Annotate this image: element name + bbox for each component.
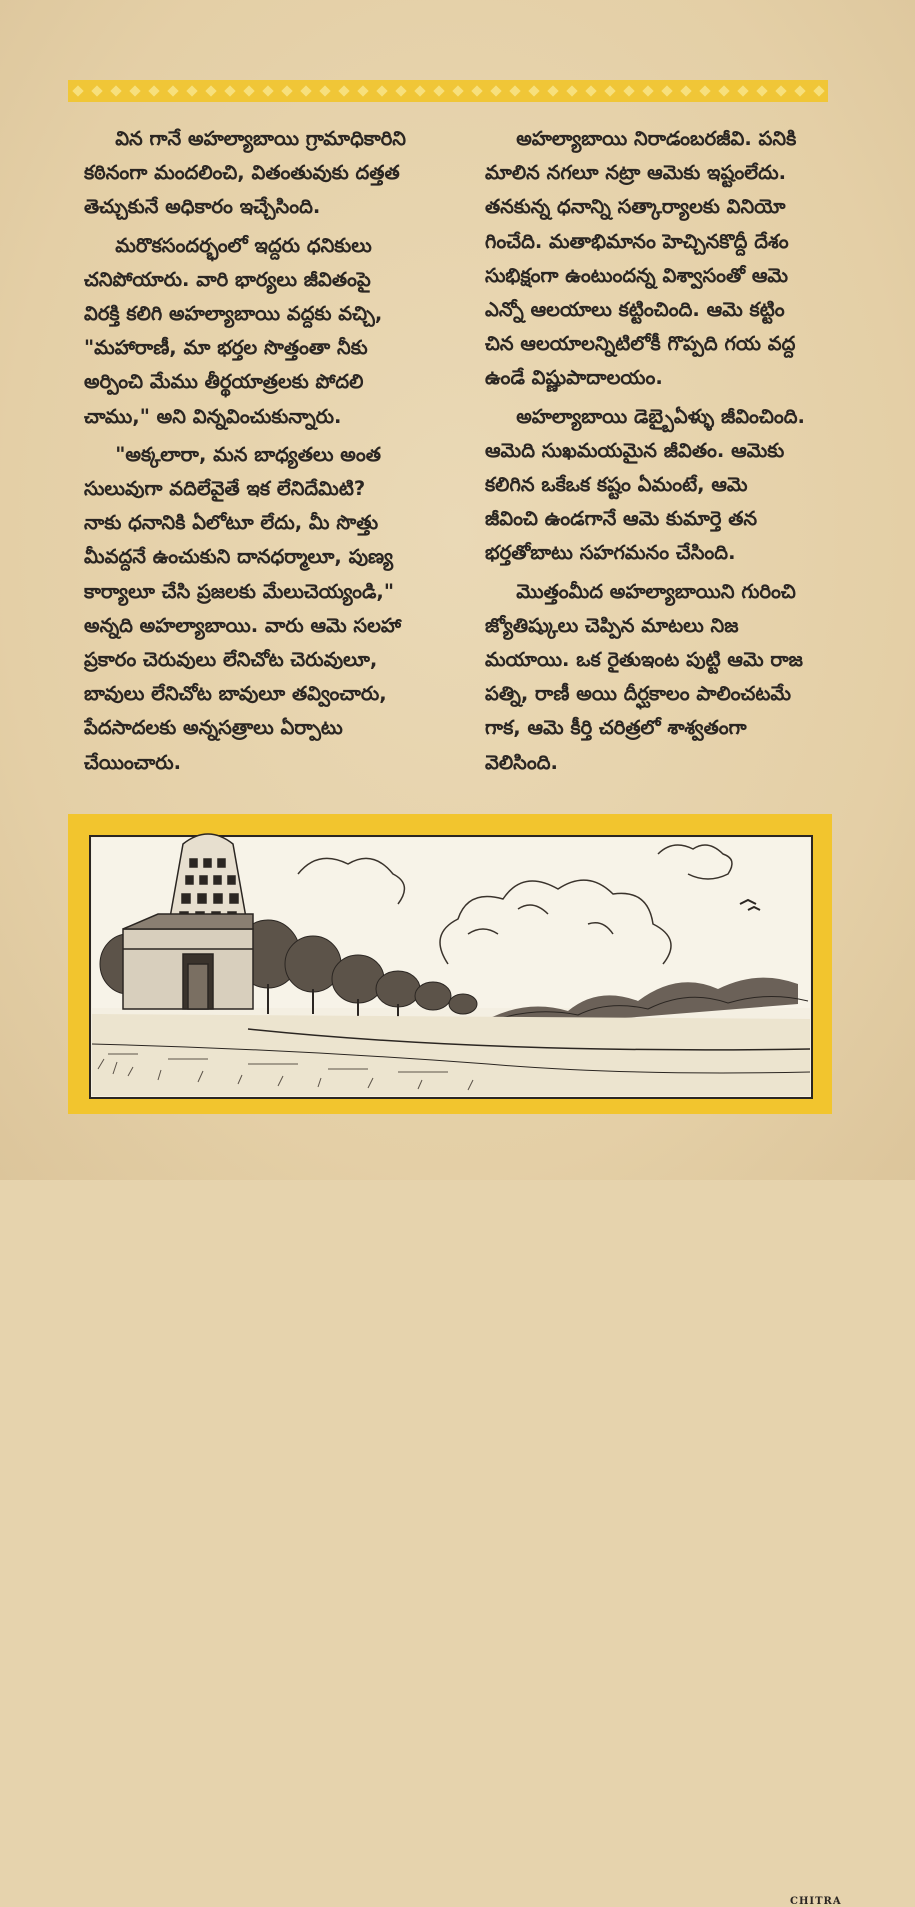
border-diamond xyxy=(452,85,463,96)
border-diamond xyxy=(376,85,387,96)
left-text-column xyxy=(84,122,440,784)
right-column-text-line: జీవించి ఉండగానే ఆమె కుమార్తె తన xyxy=(485,507,758,531)
right-column-text-line: గించేది. మతాభిమానం హెచ్చినకొద్దీ దేశం xyxy=(485,229,789,253)
left-column-text-line: పేదసాదలకు అన్నసత్రాలు ఏర్పాటు xyxy=(84,716,343,740)
border-diamond xyxy=(300,85,311,96)
border-diamond xyxy=(471,85,482,96)
border-diamond xyxy=(718,85,729,96)
border-diamond xyxy=(642,85,653,96)
border-diamond xyxy=(566,85,577,96)
right-column-text-line: ఆమెది సుఖమయమైన జీవితం. ఆమెకు xyxy=(485,438,785,462)
border-diamond xyxy=(129,85,140,96)
left-column-text-line: చాము," అని విన్నవించుకున్నారు. xyxy=(84,404,342,428)
left-column-text-line: మీవద్దనే ఉంచుకుని దానధర్మాలూ, పుణ్య xyxy=(84,545,394,569)
left-column-text-line: చనిపోయారు. వారి భార్యలు జీవితంపై xyxy=(84,267,371,291)
border-diamond xyxy=(319,85,330,96)
right-column-text-line: ఉండే విష్ణుపాదాలయం. xyxy=(485,366,663,390)
border-diamond xyxy=(490,85,501,96)
illustration-drawing xyxy=(68,814,832,1114)
left-column-paragraph xyxy=(84,122,440,225)
border-diamond xyxy=(661,85,672,96)
right-column-text-line: సుభిక్షంగా ఉంటుందన్న విశ్వాసంతో ఆమె xyxy=(485,263,789,287)
border-diamond xyxy=(262,85,273,96)
right-column-text-line: వెలిసింది. xyxy=(485,750,558,774)
border-diamond xyxy=(414,85,425,96)
border-diamond xyxy=(433,85,444,96)
right-column-text-line: తనకున్న ధనాన్ని సత్కార్యాలకు వినియో xyxy=(485,195,786,219)
border-diamond xyxy=(699,85,710,96)
border-diamond xyxy=(756,85,767,96)
left-column-text-line: ప్రకారం చెరువులు లేనిచోట చెరువులూ, xyxy=(84,648,378,672)
right-column-text-line: కలిగిన ఒకేఒక కష్టం ఏమంటే, ఆమె xyxy=(485,473,748,497)
right-column-text-line: పత్ని, రాణీ అయి దీర్ఘకాలం పాలించటమే xyxy=(485,682,792,706)
left-column-text-line: విన గానే అహల్యాబాయి గ్రామాధికారిని xyxy=(115,127,406,150)
border-diamond xyxy=(585,85,596,96)
border-diamond xyxy=(205,85,216,96)
border-diamond xyxy=(243,85,254,96)
left-column-text-line: చేయించారు. xyxy=(84,750,182,774)
right-column-text-line: మాలిన నగలూ నట్రా ఆమెకు ఇష్టంలేదు. xyxy=(485,161,787,185)
border-diamond xyxy=(357,85,368,96)
right-column-text-line: అహల్యాబాయి డెబ్బైఏళ్ళు జీవించింది. xyxy=(516,404,805,428)
artist-signature: CHITRA xyxy=(790,1896,842,1907)
border-diamond xyxy=(813,85,824,96)
border-diamond xyxy=(72,85,83,96)
border-diamond xyxy=(794,85,805,96)
border-diamond xyxy=(110,85,121,96)
border-diamond xyxy=(338,85,349,96)
left-column-text-line: అర్పించి మేము తీర్థయాత్రలకు పోదలి xyxy=(84,370,364,394)
border-diamond xyxy=(167,85,178,96)
right-column-paragraph xyxy=(485,400,835,571)
right-column-text-line: చిన ఆలయాలన్నిటిలోకీ గొప్పది గయ వద్ద xyxy=(485,332,796,356)
border-diamond xyxy=(395,85,406,96)
right-column-paragraph xyxy=(485,122,835,396)
right-column-text-line: భర్తతోబాటు సహగమనం చేసింది. xyxy=(485,541,736,565)
left-column-text-line: విరక్తి కలిగి అహల్యాబాయి వద్దకు వచ్చి, xyxy=(84,302,383,326)
border-diamond xyxy=(680,85,691,96)
left-column-text-line: "అక్కలారా, మన బాధ్యతలు అంత xyxy=(115,442,381,466)
border-diamond xyxy=(91,85,102,96)
border-diamond xyxy=(148,85,159,96)
left-column-text-line: అన్నది అహల్యాబాయి. వారు ఆమె సలహా xyxy=(84,613,402,637)
border-diamond xyxy=(623,85,634,96)
border-diamond xyxy=(737,85,748,96)
right-column-text-line: అహల్యాబాయి నిరాడంబరజీవి. పనికి xyxy=(516,127,797,150)
right-column-text-line: మయాయి. ఒక రైతుఇంట పుట్టి ఆమె రాజ xyxy=(485,648,803,672)
temple-landscape-illustration xyxy=(68,814,842,1907)
border-diamond xyxy=(604,85,615,96)
left-column-text-line: కార్యాలూ చేసి ప్రజలకు మేలుచెయ్యండి," xyxy=(84,579,394,603)
border-diamond xyxy=(547,85,558,96)
right-column-text-line: మొత్తంమీద అహల్యాబాయిని గురించి xyxy=(516,579,796,603)
right-column-text-line: ఎన్నో ఆలయాలు కట్టించింది. ఆమె కట్టిం xyxy=(485,298,785,322)
right-column-text-line: జ్యోతిష్కులు చెప్పిన మాటలు నిజ xyxy=(485,613,739,637)
border-diamond xyxy=(186,85,197,96)
border-diamond xyxy=(775,85,786,96)
border-diamond xyxy=(509,85,520,96)
left-column-text-line: "మహారాణీ, మా భర్తల సొత్తంతా నీకు xyxy=(84,336,368,360)
left-column-text-line: నాకు ధనానికి ఏలోటూ లేదు, మీ సొత్తు xyxy=(84,511,379,535)
left-column-text-line: కఠినంగా మందలించి, వితంతువుకు దత్తత xyxy=(84,161,400,185)
left-column-text-line: తెచ్చుకునే అధికారం ఇచ్చేసింది. xyxy=(84,195,321,219)
left-column-text-line: బావులు లేనిచోట బావులూ తవ్వించారు, xyxy=(84,682,387,706)
right-text-column xyxy=(485,122,835,784)
border-diamond xyxy=(528,85,539,96)
left-column-paragraph xyxy=(84,438,440,780)
border-diamond xyxy=(281,85,292,96)
left-column-text-line: సులువుగా వదిలేవైతే ఇక లేనిదేమిటి? xyxy=(84,477,366,501)
decorative-border-strip xyxy=(68,80,828,102)
border-diamond xyxy=(224,85,235,96)
left-column-text-line: మరొకసందర్భంలో ఇద్దరు ధనికులు xyxy=(115,233,372,257)
right-column-paragraph xyxy=(485,575,835,780)
left-column-paragraph xyxy=(84,229,440,434)
right-column-text-line: గాక, ఆమె కీర్తి చరిత్రలో శాశ్వతంగా xyxy=(485,716,747,740)
